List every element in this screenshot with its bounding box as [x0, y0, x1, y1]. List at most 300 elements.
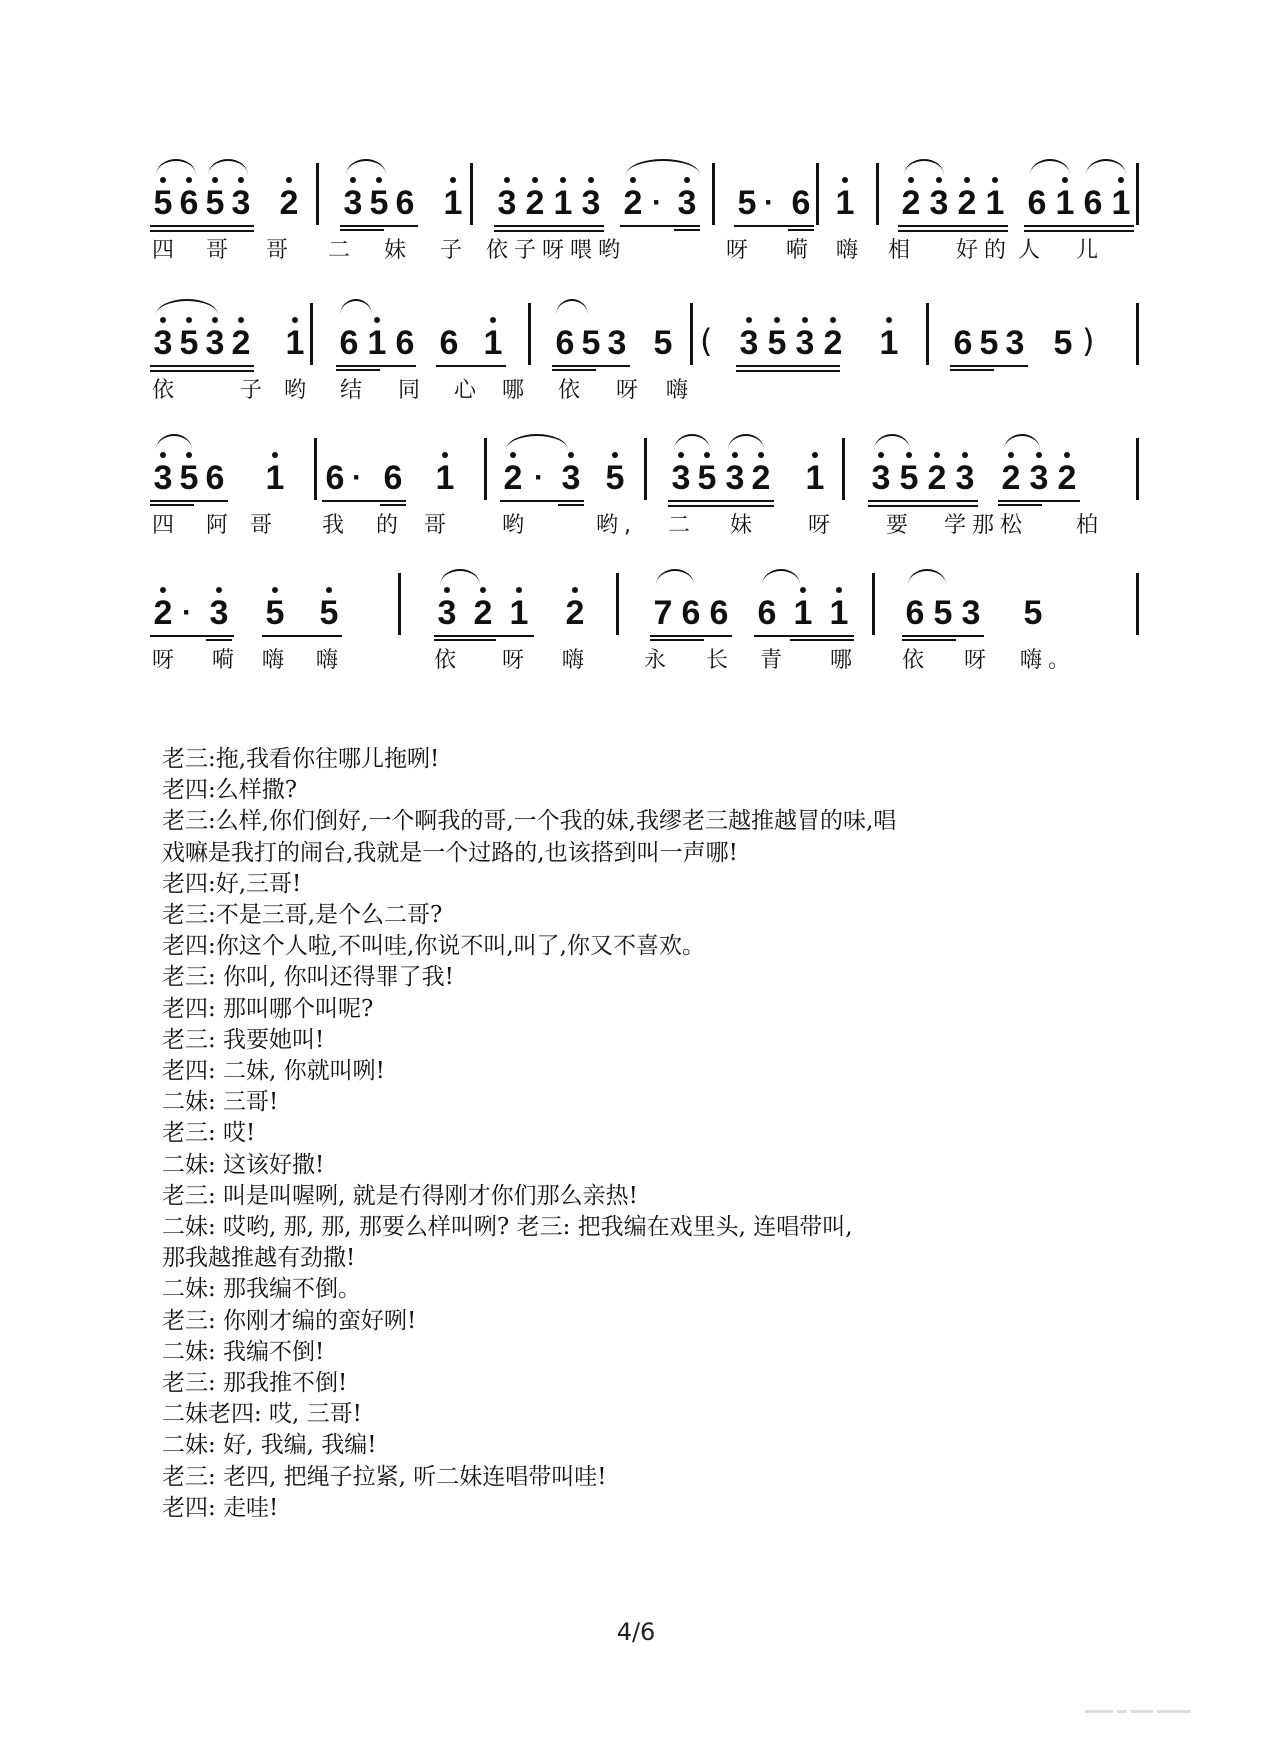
- barline: [644, 438, 647, 500]
- dialogue-line: 二妹: 这该好撒!: [162, 1151, 325, 1178]
- note: 1: [826, 593, 852, 633]
- beam-underline: [500, 500, 584, 502]
- lyric-syllable: 青: [760, 648, 783, 673]
- note: 2: [820, 323, 846, 363]
- beam-underline: [150, 225, 254, 227]
- note: 3: [434, 593, 460, 633]
- octave-dot-icon: [1062, 177, 1068, 183]
- lyric-syllable: 依: [902, 648, 925, 673]
- lyric-syllable: 哥: [250, 513, 273, 538]
- note: 1: [364, 323, 390, 363]
- lyric-syllable: 四: [152, 513, 175, 538]
- octave-dot-icon: [216, 587, 222, 593]
- lyric-syllable: 学那松: [944, 513, 1029, 538]
- note: 3: [952, 458, 978, 498]
- lyric-syllable: 好的: [956, 238, 1013, 263]
- octave-dot-icon: [962, 452, 968, 458]
- slur-arc: [904, 159, 944, 175]
- octave-dot-icon: [186, 452, 192, 458]
- slur-arc: [156, 434, 192, 450]
- octave-dot-icon: [732, 452, 738, 458]
- barline: [1136, 303, 1139, 365]
- lyric-syllable: 嗬: [786, 238, 809, 263]
- slur-arc: [208, 159, 248, 175]
- note: 1: [440, 183, 466, 223]
- page-number: 4/6: [616, 1618, 656, 1646]
- note: 1: [550, 183, 576, 223]
- note: 1: [282, 323, 308, 363]
- note: 6: [439, 324, 459, 362]
- note: 3: [926, 183, 952, 223]
- dialogue-line: 老三: 你叫, 你叫还得罪了我!: [162, 964, 454, 991]
- note: 1: [1108, 183, 1134, 223]
- notes-row: [150, 285, 1130, 375]
- augmentation-dot: ·: [534, 461, 544, 494]
- octave-dot-icon: [588, 177, 594, 183]
- dialogue-line: 老三:么样,你们倒好,一个啊我的哥,一个我的妹,我缪老三越推越冒的味,唱: [162, 808, 897, 835]
- dialogue-line: 二妹: 那我编不倒。: [162, 1276, 362, 1303]
- note: 6: [395, 324, 415, 362]
- barline: [1136, 163, 1139, 225]
- octave-dot-icon: [964, 177, 970, 183]
- dialogue-line: 老三:拖,我看你往哪儿拖咧!: [162, 746, 440, 772]
- octave-dot-icon: [908, 177, 914, 183]
- dialogue-line: 二妹: 哎哟, 那, 那, 那要么样叫咧? 老三: 把我编在戏里头, 连唱带叫,: [162, 1214, 853, 1241]
- note: 6: [681, 594, 701, 632]
- beam-underline: [336, 369, 380, 371]
- lyric-syllable: 嗬: [212, 648, 235, 673]
- augmentation-dot: ·: [352, 461, 362, 494]
- beam-underline: [380, 504, 406, 506]
- barline: [484, 438, 487, 500]
- slur-arc: [656, 569, 694, 585]
- octave-dot-icon: [504, 177, 510, 183]
- lyric-syllable: 妹: [384, 238, 407, 263]
- octave-dot-icon: [160, 452, 166, 458]
- lyric-syllable: 哟: [502, 513, 525, 538]
- slur-arc: [506, 434, 568, 450]
- note: 6: [905, 594, 925, 632]
- note: 2: [562, 593, 588, 633]
- beam-underline: [674, 229, 700, 231]
- lyric-syllable: 呀: [808, 513, 831, 538]
- note: 3: [150, 323, 176, 363]
- octave-dot-icon: [272, 452, 278, 458]
- note: 2: [150, 593, 176, 633]
- note: 5: [1023, 594, 1043, 632]
- lyric-syllable: 依: [152, 378, 175, 403]
- octave-dot-icon: [490, 317, 496, 323]
- note: 3: [558, 458, 584, 498]
- beam-underline: [902, 635, 984, 637]
- note: 6: [709, 594, 729, 632]
- beam-underline: [340, 225, 418, 227]
- octave-dot-icon: [238, 317, 244, 323]
- dialogue-line: 戏嘛是我打的闹台,我就是一个过路的,也该搭到叫一声哪!: [162, 839, 738, 866]
- beam-underline: [668, 500, 774, 502]
- octave-dot-icon: [842, 177, 848, 183]
- octave-dot-icon: [678, 452, 684, 458]
- dialogue-line: 老三: 那我推不倒!: [162, 1370, 348, 1397]
- note: 2: [620, 183, 646, 223]
- octave-dot-icon: [444, 587, 450, 593]
- lyric-syllable: 呀: [502, 648, 525, 673]
- note: 5: [694, 458, 720, 498]
- beam-underline: [790, 639, 854, 641]
- note: 3: [792, 323, 818, 363]
- lyric-syllable: 长: [706, 648, 729, 673]
- lyric-syllable: 呀: [964, 648, 987, 673]
- lyric-syllable: 哪: [502, 378, 525, 403]
- octave-dot-icon: [326, 587, 332, 593]
- dialogue-line: 老四: 二妹, 你就叫咧!: [162, 1058, 385, 1085]
- beam-underline: [650, 639, 704, 641]
- octave-dot-icon: [1064, 452, 1070, 458]
- octave-dot-icon: [836, 587, 842, 593]
- note: 2: [1054, 458, 1080, 498]
- note: 2: [998, 458, 1024, 498]
- lyric-syllable: 相: [888, 238, 911, 263]
- octave-dot-icon: [442, 452, 448, 458]
- beam-underline: [434, 639, 496, 641]
- note: 3: [1026, 458, 1052, 498]
- octave-dot-icon: [800, 587, 806, 593]
- octave-dot-icon: [612, 452, 618, 458]
- dialogue-line: 老三: 哎!: [162, 1120, 256, 1147]
- note: 3: [578, 183, 604, 223]
- octave-dot-icon: [376, 177, 382, 183]
- beam-underline: [868, 505, 978, 507]
- dialogue-line: 二妹: 我编不倒!: [162, 1338, 325, 1365]
- note: 2: [954, 183, 980, 223]
- barline: [314, 438, 317, 500]
- note: 3: [206, 593, 232, 633]
- dialogue-line: 老三: 叫是叫喔咧, 就是冇得刚才你们那么亲热!: [162, 1182, 638, 1209]
- watermark: [1085, 1710, 1195, 1716]
- lyrics-row: [150, 647, 1130, 677]
- note: 1: [506, 593, 532, 633]
- score-line: [150, 145, 1130, 265]
- octave-dot-icon: [212, 317, 218, 323]
- slur-arc: [1086, 159, 1126, 175]
- beam-underline: [436, 365, 506, 367]
- octave-dot-icon: [350, 177, 356, 183]
- lyric-syllable: 要: [886, 513, 909, 538]
- octave-dot-icon: [704, 452, 710, 458]
- lyric-syllable: 四: [152, 238, 175, 263]
- barline: [690, 303, 693, 365]
- dialogue-block: [162, 744, 1142, 1524]
- note: 3: [868, 458, 894, 498]
- barline: [398, 573, 401, 635]
- beam-underline: [754, 635, 854, 637]
- barline: [926, 303, 929, 365]
- note: 6: [383, 459, 403, 497]
- note: 5: [366, 183, 392, 223]
- augmentation-dot: ·: [652, 186, 662, 219]
- lyrics-row: [150, 377, 1130, 407]
- beam-underline: [950, 365, 1028, 367]
- slur-arc: [340, 299, 372, 315]
- dialogue-line: 那我越推越有劲撒!: [162, 1245, 356, 1272]
- lyric-syllable: 人: [1018, 238, 1041, 263]
- octave-dot-icon: [160, 177, 166, 183]
- slur-arc: [674, 434, 710, 450]
- beam-underline: [150, 635, 234, 637]
- beam-underline: [494, 225, 604, 227]
- lyric-syllable: 依: [434, 648, 457, 673]
- dialogue-line: 老四:好,三哥!: [162, 870, 302, 897]
- octave-dot-icon: [160, 317, 166, 323]
- octave-dot-icon: [480, 587, 486, 593]
- lyric-syllable: 结: [340, 378, 363, 403]
- note: 5: [737, 184, 757, 222]
- note: 5: [176, 458, 202, 498]
- beam-underline: [552, 365, 630, 367]
- beam-underline: [552, 369, 596, 371]
- barline: [876, 163, 879, 225]
- note: 5: [653, 324, 673, 362]
- notes-row: [150, 555, 1130, 645]
- note: 2: [470, 593, 496, 633]
- beam-underline: [494, 230, 604, 232]
- octave-dot-icon: [992, 177, 998, 183]
- lyric-syllable: 二: [328, 238, 351, 263]
- octave-dot-icon: [560, 177, 566, 183]
- barline: [1136, 438, 1139, 500]
- slur-arc: [626, 159, 700, 175]
- beam-underline: [868, 500, 978, 502]
- beam-underline: [898, 225, 1008, 227]
- beam-underline: [668, 505, 774, 507]
- octave-dot-icon: [1036, 452, 1042, 458]
- octave-dot-icon: [878, 452, 884, 458]
- lyric-syllable: 依子呀喂哟: [486, 238, 627, 263]
- beam-underline: [998, 500, 1080, 502]
- note: 2: [522, 183, 548, 223]
- lyric-syllable: 儿: [1076, 238, 1099, 263]
- note: 1: [790, 593, 816, 633]
- note: 3: [340, 183, 366, 223]
- lyric-syllable: 妹: [730, 513, 753, 538]
- beam-underline: [998, 504, 1042, 506]
- slur-arc: [762, 569, 800, 585]
- parenthesis: ): [1082, 322, 1095, 360]
- octave-dot-icon: [572, 587, 578, 593]
- notes-row: [150, 145, 1130, 235]
- barline: [310, 303, 313, 365]
- octave-dot-icon: [1118, 177, 1124, 183]
- slur-arc: [1004, 434, 1040, 450]
- barline: [1136, 573, 1139, 635]
- barline: [316, 163, 319, 225]
- octave-dot-icon: [272, 587, 278, 593]
- dialogue-line: 老四:么样撒?: [162, 777, 298, 804]
- note: 5: [764, 323, 790, 363]
- dialogue-line: 老三: 我要她叫!: [162, 1026, 325, 1053]
- note: 1: [802, 458, 828, 498]
- note: 5: [316, 593, 342, 633]
- octave-dot-icon: [886, 317, 892, 323]
- octave-dot-icon: [936, 177, 942, 183]
- note: 2: [898, 183, 924, 223]
- lyric-syllable: 子: [240, 378, 263, 403]
- octave-dot-icon: [802, 317, 808, 323]
- lyric-syllable: 哥: [206, 238, 229, 263]
- barline: [470, 163, 473, 225]
- octave-dot-icon: [774, 317, 780, 323]
- note: 5: [262, 593, 288, 633]
- score-line: [150, 420, 1130, 540]
- octave-dot-icon: [160, 587, 166, 593]
- octave-dot-icon: [186, 317, 192, 323]
- octave-dot-icon: [630, 177, 636, 183]
- octave-dot-icon: [212, 177, 218, 183]
- beam-underline: [262, 635, 342, 637]
- note: 3: [668, 458, 694, 498]
- note: 3: [674, 183, 700, 223]
- beam-underline: [1024, 225, 1134, 227]
- octave-dot-icon: [374, 317, 380, 323]
- note: 5: [150, 183, 176, 223]
- note: 6: [1027, 184, 1047, 222]
- beam-underline: [434, 635, 534, 637]
- lyric-syllable: 子: [440, 238, 463, 263]
- slur-arc: [440, 569, 480, 585]
- note: 2: [276, 183, 302, 223]
- note: 6: [791, 184, 811, 222]
- note: 6: [953, 324, 973, 362]
- note: 5: [933, 594, 953, 632]
- note: 6: [325, 459, 345, 497]
- note: 3: [1005, 324, 1025, 362]
- beam-underline: [150, 504, 194, 506]
- note: 3: [494, 183, 520, 223]
- note: 5: [979, 324, 999, 362]
- dialogue-line: 二妹: 三哥!: [162, 1089, 279, 1116]
- lyric-syllable: 心: [454, 378, 477, 403]
- lyric-syllable: 依: [558, 378, 581, 403]
- lyric-syllable: 我: [322, 513, 345, 538]
- note: 6: [339, 324, 359, 362]
- beam-underline: [902, 639, 956, 641]
- note: 1: [832, 183, 858, 223]
- note: 3: [228, 183, 254, 223]
- note: 2: [924, 458, 950, 498]
- octave-dot-icon: [292, 317, 298, 323]
- beam-underline: [736, 370, 840, 372]
- note: 3: [202, 323, 228, 363]
- beam-underline: [336, 365, 416, 367]
- barline: [816, 163, 819, 225]
- note: 3: [150, 458, 176, 498]
- octave-dot-icon: [758, 452, 764, 458]
- slur-arc: [156, 159, 196, 175]
- octave-dot-icon: [684, 177, 690, 183]
- note: 6: [555, 324, 575, 362]
- dialogue-line: 老三:不是三哥,是个么二哥?: [162, 902, 443, 929]
- score-line: [150, 555, 1130, 675]
- lyric-syllable: 阿: [206, 513, 229, 538]
- octave-dot-icon: [238, 177, 244, 183]
- slur-arc: [874, 434, 910, 450]
- barline: [616, 573, 619, 635]
- lyric-syllable: 哥: [424, 513, 447, 538]
- octave-dot-icon: [568, 452, 574, 458]
- note: 1: [1052, 183, 1078, 223]
- beam-underline: [150, 370, 254, 372]
- lyric-syllable: 嗨: [836, 238, 859, 263]
- note: 1: [982, 183, 1008, 223]
- lyric-syllable: 柏: [1076, 513, 1099, 538]
- octave-dot-icon: [516, 587, 522, 593]
- dialogue-line: 老四:你这个人啦,不叫哇,你说不叫,叫了,你又不喜欢。: [162, 933, 705, 960]
- beam-underline: [788, 229, 814, 231]
- lyric-syllable: 永: [644, 648, 667, 673]
- note: 7: [653, 594, 673, 632]
- note: 3: [736, 323, 762, 363]
- octave-dot-icon: [1008, 452, 1014, 458]
- octave-dot-icon: [830, 317, 836, 323]
- octave-dot-icon: [186, 177, 192, 183]
- note: 3: [722, 458, 748, 498]
- note: 5: [176, 323, 202, 363]
- note: 6: [1083, 184, 1103, 222]
- beam-underline: [1024, 230, 1134, 232]
- lyric-syllable: 嗨: [562, 648, 585, 673]
- augmentation-dot: ·: [764, 186, 774, 219]
- note: 1: [480, 323, 506, 363]
- octave-dot-icon: [286, 177, 292, 183]
- dialogue-line: 老三: 你刚才编的蛮好咧!: [162, 1307, 417, 1334]
- beam-underline: [558, 504, 584, 506]
- lyric-syllable: 嗨: [666, 378, 689, 403]
- lyric-syllable: 哪: [830, 648, 853, 673]
- slur-arc: [556, 299, 588, 315]
- beam-underline: [150, 230, 254, 232]
- lyric-syllable: 嗨: [262, 648, 285, 673]
- note: 5: [896, 458, 922, 498]
- octave-dot-icon: [532, 177, 538, 183]
- augmentation-dot: ·: [182, 596, 192, 629]
- note: 2: [228, 323, 254, 363]
- octave-dot-icon: [812, 452, 818, 458]
- lyric-syllable: 的: [376, 513, 399, 538]
- lyric-syllable: 呀: [152, 648, 175, 673]
- dialogue-line: 老三: 老四, 把绳子拉紧, 听二妹连唱带叫哇!: [162, 1463, 607, 1490]
- beam-underline: [206, 639, 232, 641]
- octave-dot-icon: [746, 317, 752, 323]
- barline: [842, 438, 845, 500]
- beam-underline: [322, 500, 406, 502]
- dialogue-line: 老四: 走哇!: [162, 1494, 279, 1521]
- beam-underline: [650, 635, 732, 637]
- barline: [528, 303, 531, 365]
- dialogue-line: 老四: 那叫哪个叫呢?: [162, 995, 374, 1022]
- beam-underline: [150, 500, 228, 502]
- note: 5: [602, 458, 628, 498]
- lyric-syllable: 哥: [266, 238, 289, 263]
- beam-underline: [950, 369, 994, 371]
- lyric-syllable: 同: [398, 378, 421, 403]
- slur-arc: [156, 299, 218, 315]
- lyric-syllable: 嗨。: [1020, 648, 1077, 673]
- dialogue-line: 二妹老四: 哎, 三哥!: [162, 1401, 362, 1428]
- note: 6: [395, 184, 415, 222]
- note: 5: [1053, 324, 1073, 362]
- lyric-syllable: 哟: [284, 378, 307, 403]
- lyric-syllable: 二: [668, 513, 691, 538]
